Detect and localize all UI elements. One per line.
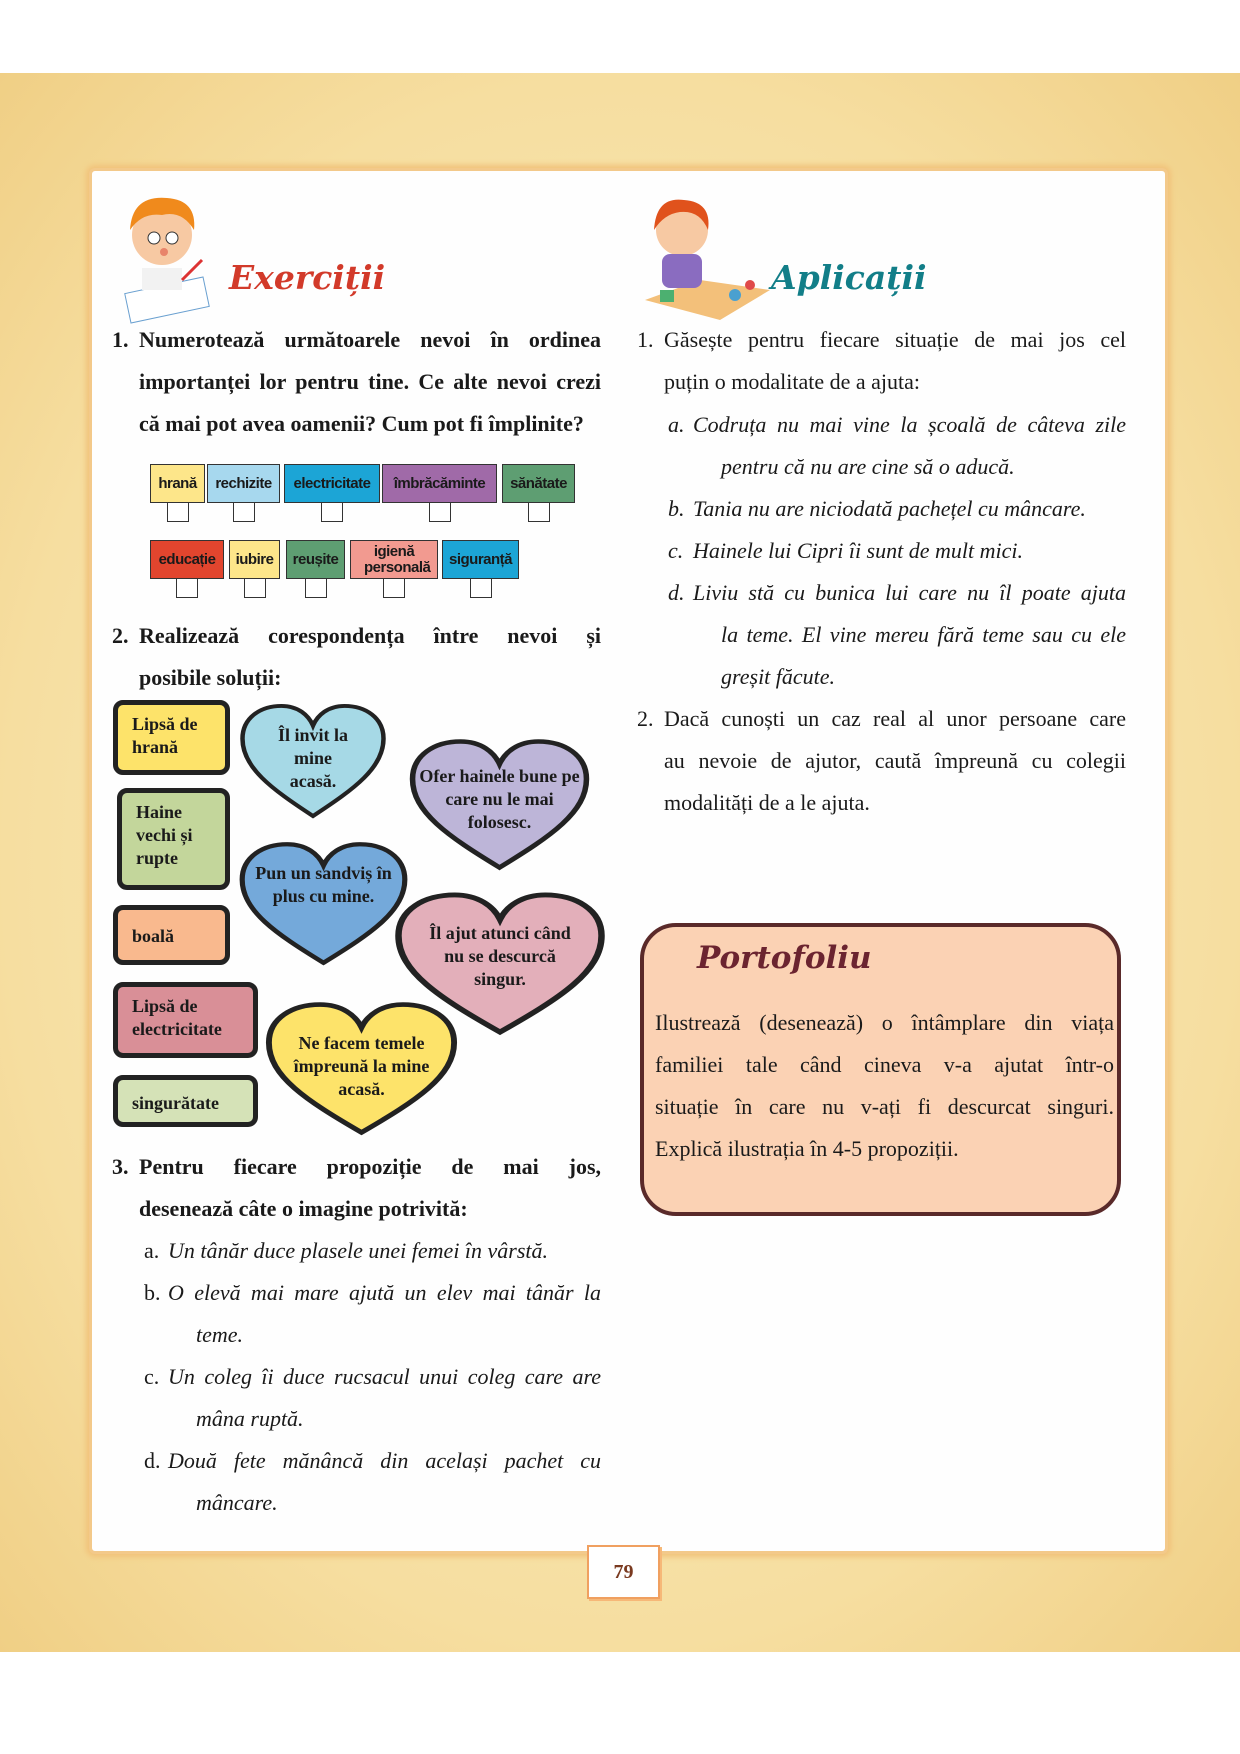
item-line: pentru că nu are cine să o aducă. — [721, 454, 1015, 479]
need-tag — [284, 464, 380, 503]
q1-line: că mai pot avea oamenii? Cum pot fi împlinite? — [139, 411, 584, 436]
need-tag — [382, 464, 497, 503]
rank-checkbox[interactable] — [167, 503, 189, 522]
item-line: O elevă mai mare ajută un elev mai tânăr la — [168, 1280, 601, 1305]
item-line: Hainele lui Cipri îi sunt de mult mici. — [693, 538, 1023, 563]
need-box[interactable] — [113, 1075, 258, 1127]
need-label: boală — [132, 926, 175, 946]
q2-line: Realizează corespondența între nevoi și — [139, 623, 601, 648]
q1-line: importanței lor pentru tine. Ce alte nevoi crezi — [139, 369, 601, 394]
item-line: la teme. El vine mereu fără teme sau cu ele — [721, 622, 1126, 647]
item-line: mâncare. — [196, 1490, 278, 1515]
tag-label: educație — [158, 550, 216, 568]
solution-heart[interactable] — [263, 1000, 460, 1137]
item-letter: a. — [668, 412, 685, 437]
exercises-title: Exerciții — [229, 258, 386, 297]
item-line: Tania nu are niciodată pachețel cu mâncare. — [693, 496, 1086, 521]
solution-text: Îl ajut atunci când nu se descurcă singur. — [429, 923, 571, 989]
q2-number: 2. — [112, 623, 129, 648]
item-line: Un coleg îi duce rucsacul unui coleg care are — [168, 1364, 601, 1389]
rank-checkbox[interactable] — [244, 579, 266, 598]
need-tag — [150, 540, 224, 579]
portfolio-title: Portofoliu — [697, 940, 872, 976]
item-line: Două fete mănâncă din același pachet cu — [168, 1448, 601, 1473]
tag-label: electricitate — [293, 474, 371, 492]
solution-heart[interactable] — [237, 840, 410, 967]
solution-text: Ne facem temele împreună la mine acasă. — [293, 1033, 430, 1099]
applications-title: Aplicații — [771, 258, 927, 297]
r1-number: 1. — [637, 327, 654, 352]
q3-number: 3. — [112, 1154, 129, 1179]
tag-label: rechizite — [215, 474, 272, 492]
need-tag — [207, 464, 280, 503]
item-letter: c. — [668, 538, 684, 563]
item-letter: c. — [144, 1364, 160, 1389]
r2-line: au nevoie de ajutor, caută împreună cu colegii — [664, 748, 1126, 773]
item-letter: b. — [668, 496, 685, 521]
q1-line: Numerotează următoarele nevoi în ordinea — [139, 327, 601, 352]
need-tag — [442, 540, 519, 579]
tag-label: sănătate — [510, 474, 567, 492]
item-letter: a. — [144, 1238, 160, 1263]
rank-checkbox[interactable] — [233, 503, 255, 522]
need-tag — [150, 464, 205, 503]
need-tag — [229, 540, 280, 579]
rank-checkbox[interactable] — [176, 579, 198, 598]
item-line: Un tânăr duce plasele unei femei în vârstă. — [168, 1238, 549, 1263]
tag-label: siguranță — [448, 550, 512, 568]
tag-label: iubire — [235, 550, 274, 568]
item-letter: d. — [144, 1448, 161, 1473]
page-number: 79 — [587, 1545, 660, 1599]
boy-writing-illustration — [112, 190, 218, 324]
rank-checkbox[interactable] — [383, 579, 405, 598]
tag-label: îmbrăcăminte — [393, 474, 486, 492]
portfolio-line: situație în care nu v-ați fi descurcat singuri. — [655, 1094, 1114, 1119]
item-letter: b. — [144, 1280, 161, 1305]
r1-line: puțin o modalitate de a ajuta: — [664, 369, 920, 394]
q1-number: 1. — [112, 327, 129, 352]
rank-checkbox[interactable] — [528, 503, 550, 522]
portfolio-line: Ilustrează (desenează) o întâmplare din viața — [655, 1010, 1114, 1035]
item-line: teme. — [196, 1322, 244, 1347]
solution-text: Ofer hainele bune pe care nu le mai folosesc. — [419, 766, 580, 832]
girl-crafting-illustration — [640, 190, 771, 324]
item-line: Liviu stă cu bunica lui care nu îl poate ajuta — [693, 580, 1126, 605]
item-line: greșit făcute. — [721, 664, 836, 689]
q3-line: Pentru fiecare propoziție de mai jos, — [139, 1154, 601, 1179]
need-box[interactable] — [117, 788, 230, 890]
portfolio-line: Explică ilustrația în 4-5 propoziții. — [655, 1136, 959, 1161]
tag-label: reușite — [292, 550, 339, 568]
need-tag — [350, 540, 438, 579]
rank-checkbox[interactable] — [429, 503, 451, 522]
need-box[interactable] — [113, 982, 258, 1058]
r2-line: Dacă cunoști un caz real al unor persoane care — [664, 706, 1126, 731]
r2-number: 2. — [637, 706, 654, 731]
rank-checkbox[interactable] — [470, 579, 492, 598]
solution-heart[interactable] — [238, 702, 388, 820]
need-box[interactable] — [113, 700, 230, 775]
solution-text: Pun un sandviș în plus cu mine. — [255, 863, 392, 906]
need-label: Haine vechi și rupte — [136, 802, 193, 868]
need-box[interactable] — [113, 905, 230, 965]
q2-line: posibile soluții: — [139, 665, 282, 690]
portfolio-line: familiei tale când cineva v-a ajutat într-o — [655, 1052, 1114, 1077]
need-tag — [502, 464, 575, 503]
need-label: Lipsă de electricitate — [132, 996, 222, 1039]
tag-label: hrană — [158, 474, 197, 492]
need-label: singurătate — [132, 1093, 219, 1113]
need-tag — [286, 540, 345, 579]
item-line: mâna ruptă. — [196, 1406, 304, 1431]
rank-checkbox[interactable] — [305, 579, 327, 598]
solution-text: Îl invit la mine acasă. — [277, 725, 348, 791]
rank-checkbox[interactable] — [321, 503, 343, 522]
r1-line: Găsește pentru fiecare situație de mai jos cel — [664, 327, 1126, 352]
tag-label: igienă personală — [364, 542, 431, 576]
solution-heart[interactable] — [407, 737, 592, 872]
item-line: Codruța nu mai vine la școală de câteva zile — [693, 412, 1126, 437]
item-letter: d. — [668, 580, 685, 605]
r2-line: modalități de a le ajuta. — [664, 790, 870, 815]
need-label: Lipsă de hrană — [132, 714, 198, 757]
q3-line: desenează câte o imagine potrivită: — [139, 1196, 468, 1221]
